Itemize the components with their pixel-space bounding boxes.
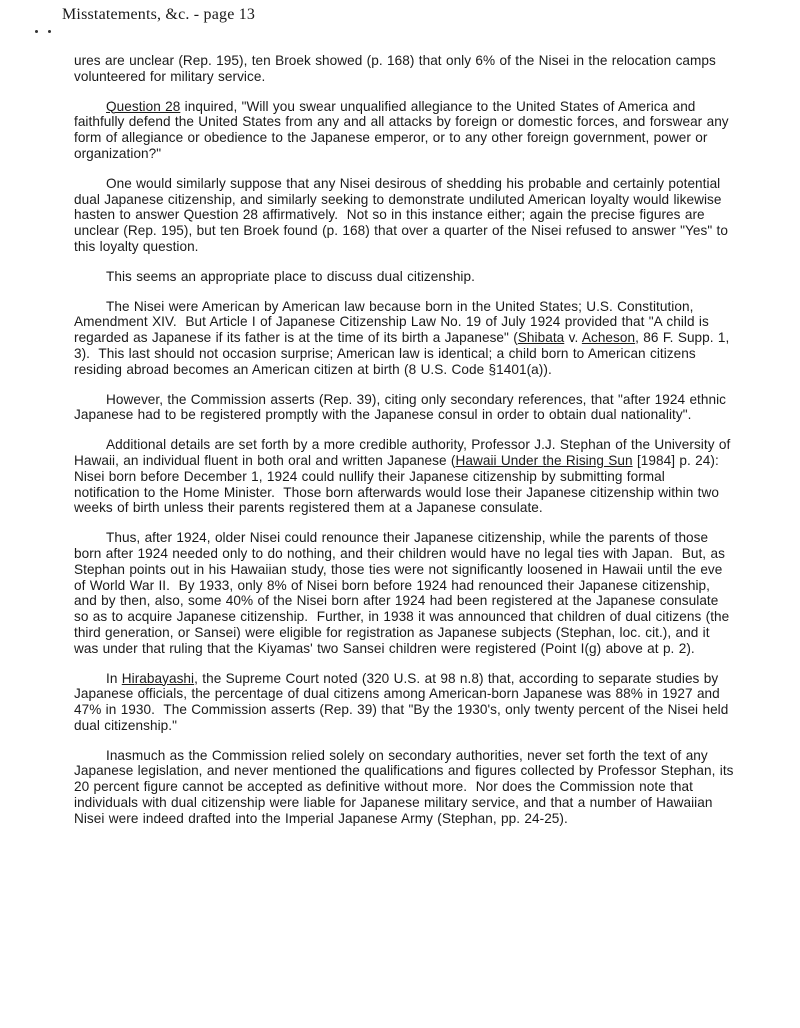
paragraph-text: [1984] p. 24): Nisei born before December 1, 1924 could nullify their Japanese citizenship by submitting formal notification to the Home Minister. Those born afterwards would lose their Japanese citizenship within two weeks of birth unless their parents registered them at a Japanese consulate. [74,452,728,516]
paragraph-text: Inasmuch as the Commission relied solely on secondary authorities, never set forth the text of any Japanese legislation, and never mentioned the qualifications and figures collected by Professor Stephan, its 20 percent figure cannot be accepted as definitive without more. Nor does the Commission note that individuals with dual citizenship were liable for Japanese military service, and that a number of Hawaiian Nisei were indeed drafted into the Imperial Japanese Army (Stephan, pp. 24-25). [74,747,738,826]
paragraph-text: The Nisei were American by American law because born in the United States; U.S. Constitution, Amendment XIV. But Article I of Japanese Citizenship Law No. 19 of July 1924 provided that "A child is regarded as Japanese if its father is at the time of its birth a Japanese" ( [74,298,714,346]
paragraph [74,99,734,162]
scan-speck [48,30,51,33]
paragraph-text: Additional details are set forth by a more credible authority, Professor J.J. Stephan of the University of Hawaii, an individual fluent in both oral and written Japanese ( [74,437,735,468]
paragraph [74,747,738,827]
underlined-citation: Acheson [581,330,636,346]
paragraph-text: v. [564,330,582,346]
paragraph [74,53,734,85]
paragraph [74,269,734,285]
paragraph [74,671,734,734]
underlined-citation: Shibata [517,330,565,346]
document-body [74,53,738,841]
underlined-citation: Question 28 [106,98,181,114]
paragraph-text: In [106,670,122,686]
paragraph-text: , the Supreme Court noted (320 U.S. at 98 n.8) that, according to separate studies by Japanese officials, the percentage of dual citizens among American-born Japanese was 88% in 1927 and 47% in 1930. The Commission asserts (Rep. 39) that "By the 1930's, only twenty percent of the Nisei held dual citizenship." [74,670,733,733]
paragraph [74,299,734,378]
page-header: Misstatements, &c. - page 13 [62,6,256,23]
scan-speck [35,30,38,33]
paragraph [74,437,734,516]
paragraph [74,176,734,255]
paragraph-text: ures are unclear (Rep. 195), ten Broek showed (p. 168) that only 6% of the Nisei in the relocation camps volunteered for military service. [74,53,721,84]
paragraph-text: However, the Commission asserts (Rep. 39), citing only secondary references, that "after 1924 ethnic Japanese had to be registered promptly with the Japanese consul in order to obtain dual nationality". [74,391,731,423]
paragraph-text: , 86 F. Supp. 1, 3). This last should not occasion surprise; American law is identical; a child born to American citizens residing abroad becomes an American citizen at birth (8 U.S. Code §1401(a)). [74,330,734,377]
paragraph [74,530,734,656]
paragraph [74,392,734,424]
underlined-citation: Hirabayashi [121,670,195,686]
paragraph-text: This seems an appropriate place to discuss dual citizenship. [106,268,475,284]
paragraph-text: inquired, "Will you swear unqualified allegiance to the United States of America and faithfully defend the United States from any and all attacks by foreign or domestic forces, and forswear any form of allegiance or obedience to the Japanese emperor, or to any other foreign government, power or organization?" [74,98,733,161]
paragraph-text: Thus, after 1924, older Nisei could renounce their Japanese citizenship, while the parents of those born after 1924 needed only to do nothing, and their children would have no legal ties with Japan. But, as Stephan points out in his Hawaiian study, those ties were not significantly loosened in Hawaii until the eve of World War II. By 1933, only 8% of Nisei born before 1924 had renounced their Japanese citizenship, and by then, also, some 40% of the Nisei born after 1924 had been registered at the Japanese consulate so as to acquire Japanese citizenship. Further, in 1938 it was announced that children of dual citizens (the third generation, or Sansei) were eligible for registration as Japanese subjects (Stephan, loc. cit.), and it was under that ruling that the Kiyamas' two Sansei children were registered (Point I(g) above at p. 2). [74,530,734,656]
underlined-citation: Hawaii Under the Rising Sun [455,452,633,468]
paragraph-text: One would similarly suppose that any Nisei desirous of shedding his probable and certainly potential dual Japanese citizenship, and similarly seeking to demonstrate undiluted American loyalty would likewise hasten to answer Question 28 affirmatively. Not so in this instance either; again the precise figures are unclear (Rep. 195), but ten Broek found (p. 168) that over a quarter of the Nisei refused to answer "Yes" to this loyalty question. [74,175,733,254]
